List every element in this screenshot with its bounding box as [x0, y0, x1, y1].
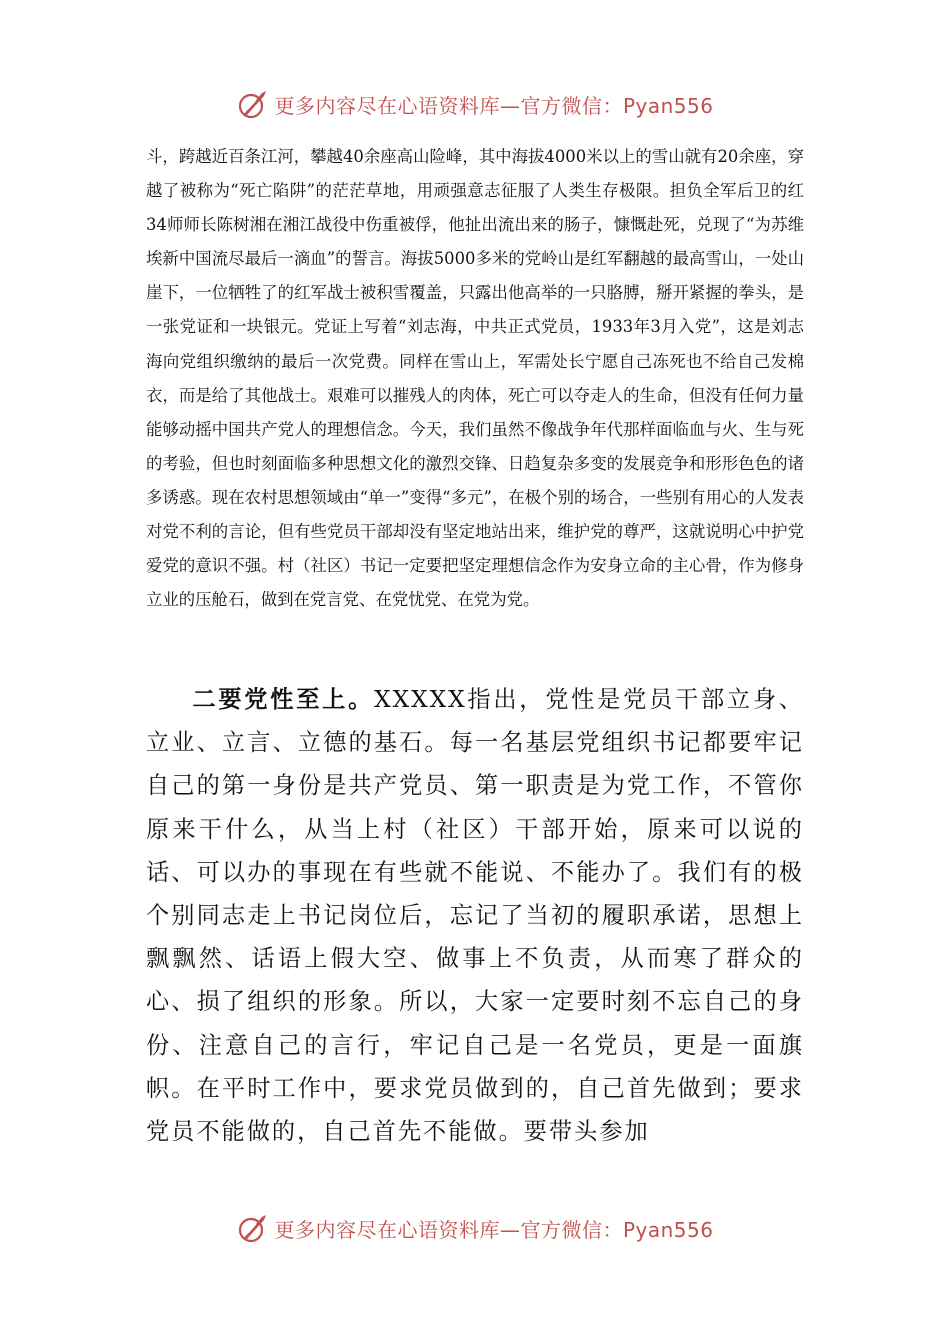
body-text-small: [146, 140, 804, 617]
footer-banner: [0, 1210, 950, 1246]
quill-pen-logo-icon: [236, 1211, 270, 1245]
body-text-large: [146, 678, 804, 1153]
paragraph-small: 斗，跨越近百条江河，攀越40余座高山险峰，其中海拔4000米以上的雪山就有20余座，穿越了被称为“死亡陷阱”的茫茫草地，用顽强意志征服了人类生存极限。担负全军后卫的红34师师长陈树湘在湘江战役中伤重被俘，他扯出流出来的肠子，慷慨赴死，兑现了“为苏维埃新中国流尽最后一滴血”的誓言。海拔5000多米的党岭山是红军翻越的最高雪山，一处山崖下，一位牺牲了的红军战士被积雪覆盖，只露出他高举的一只胳膊，掰开紧握的拳头，是一张党证和一块银元。党证上写着“刘志海，中共正式党员，1933年3月入党”，这是刘志海向党组织缴纳的最后一次党费。同样在雪山上，军需处长宁愿自己冻死也不给自己发棉衣，而是给了其他战士。艰难可以摧残人的肉体，死亡可以夺走人的生命，但没有任何力量能够动摇中国共产党人的理想信念。今天，我们虽然不像战争年代那样面临血与火、生与死的考验，但也时刻面临多种思想文化的激烈交锋、日趋复杂多变的发展竞争和形形色色的诸多诱惑。现在农村思想领域由“单一”变得“多元”，在极个别的场合，一些别有用心的人发表对党不利的言论，但有些党员干部却没有坚定地站出来，维护党的尊严，这就说明心中护党爱党的意识不强。村（社区）书记一定要把坚定理想信念作为安身立命的主心骨，作为修身立业的压舱石，做到在党言党、在党忧党、在党为党。: [146, 147, 804, 610]
paragraph-large-text: XXXXX指出，党性是党员干部立身、立业、立言、立德的基石。每一名基层党组织书记都要牢记自己的第一身份是共产党员、第一职责是为党工作，不管你原来干什么，从当上村（社区）干部开始，原来可以说的话、可以办的事现在有些就不能说、不能办了。我们有的极个别同志走上书记岗位后，忘记了当初的履职承诺，思想上飘飘然、话语上假大空、做事上不负责，从而寒了群众的心、损了组织的形象。所以，大家一定要时刻不忘自己的身份、注意自己的言行，牢记自己是一名党员，更是一面旗帜。在平时工作中，要求党员做到的，自己首先做到；要求党员不能做的，自己首先不能做。要带头参加: [146, 686, 804, 1146]
quill-pen-logo-icon: [236, 87, 270, 121]
header-banner-text: 更多内容尽在心语资料库—官方微信：Pyan556: [274, 93, 714, 118]
header-banner: [0, 86, 950, 122]
footer-banner-text: 更多内容尽在心语资料库—官方微信：Pyan556: [274, 1217, 714, 1242]
paragraph-large: [146, 678, 804, 1153]
section-heading: 二要党性至上。: [192, 686, 375, 713]
